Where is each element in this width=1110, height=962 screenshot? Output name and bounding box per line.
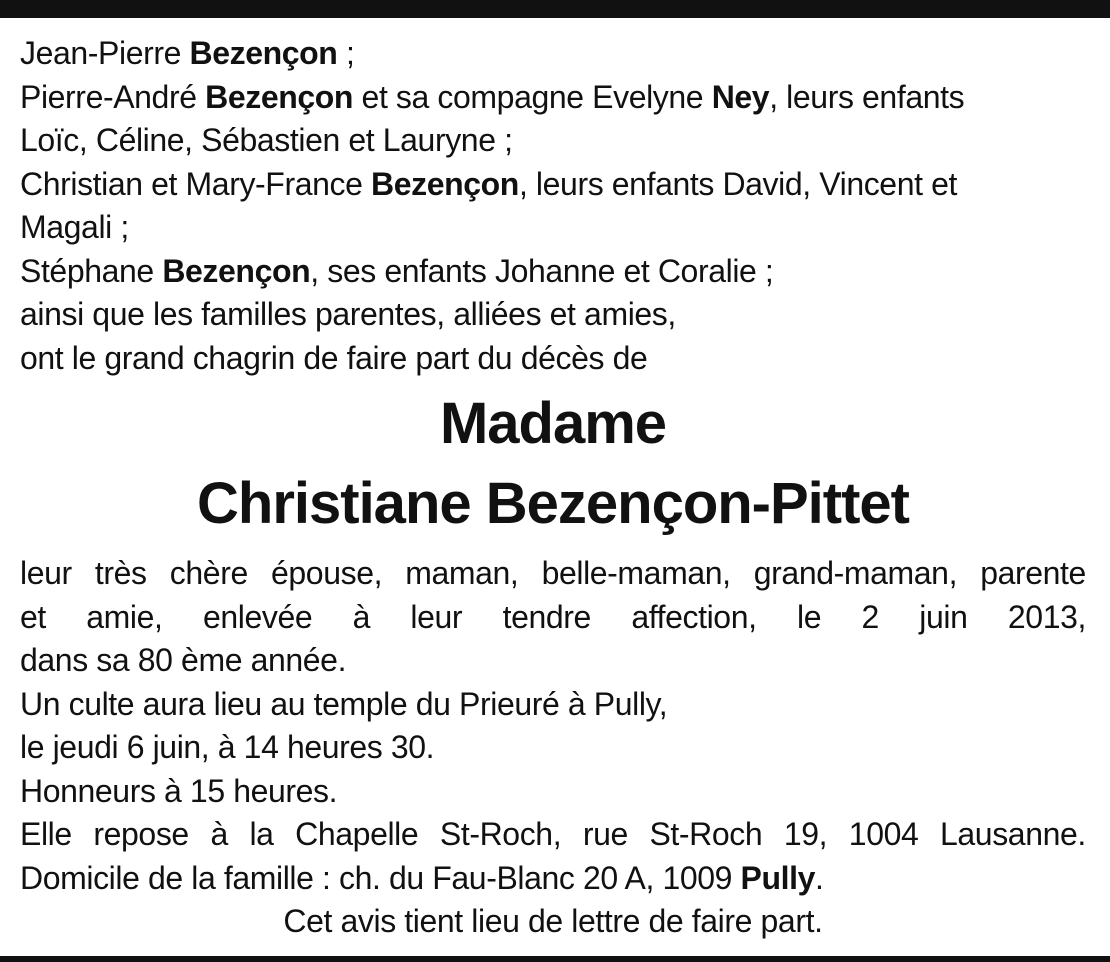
word: affection, xyxy=(631,598,757,635)
word: leur xyxy=(410,598,463,635)
obituary-notice xyxy=(20,32,1086,944)
family-surname: Bezençon xyxy=(205,78,354,115)
family-text: ; xyxy=(337,35,355,71)
deceased-name: Christiane Bezençon-Pittet xyxy=(197,471,909,536)
family-text: et sa compagne Evelyne xyxy=(353,78,712,115)
family-surname: Bezençon xyxy=(371,165,519,202)
family-line xyxy=(20,163,1086,207)
word: Elle xyxy=(20,816,72,852)
footer-note: Cet avis tient lieu de lettre de faire part. xyxy=(283,903,823,939)
word: maman, xyxy=(405,555,519,591)
service-location: Un culte aura lieu au temple du Prieuré à Pully, xyxy=(20,685,668,722)
family-line xyxy=(20,206,1086,250)
word: tendre xyxy=(502,598,591,635)
family-text: Pierre-André xyxy=(20,78,206,115)
family-surname: Bezençon xyxy=(162,252,311,289)
family-text: Jean-Pierre xyxy=(20,35,190,71)
family-surname: Ney xyxy=(711,78,770,115)
word: enlevée xyxy=(202,598,313,635)
word: 2013, xyxy=(1007,598,1086,635)
family-text: Stéphane xyxy=(20,252,163,289)
word: juin xyxy=(919,598,968,635)
family-text: ont le grand chagrin de faire part du décès de xyxy=(20,339,648,376)
word: grand-maman, xyxy=(753,555,958,591)
word: chère xyxy=(169,555,248,591)
detail-line-justified xyxy=(20,596,1086,640)
word: 19, xyxy=(783,816,828,852)
family-text: Christian et Mary-France xyxy=(20,165,371,202)
family-text: ainsi que les familles parentes, alliées et amies, xyxy=(20,296,676,332)
word: St-Roch, xyxy=(439,816,562,852)
deceased-block xyxy=(20,384,1086,544)
word: parente xyxy=(980,555,1086,591)
word: rue xyxy=(582,816,628,852)
word: repose xyxy=(93,816,189,852)
word: amie, xyxy=(86,598,163,635)
family-address xyxy=(20,857,1086,901)
family-surname: Bezençon xyxy=(189,35,338,71)
family-line xyxy=(20,76,1086,120)
word: et xyxy=(20,598,46,635)
rest-location xyxy=(20,813,1086,857)
family-list xyxy=(20,32,1086,380)
bottom-rule xyxy=(0,956,1110,962)
word: belle-maman, xyxy=(541,555,731,591)
family-line xyxy=(20,32,1086,76)
detail-line: dans sa 80 ème année. xyxy=(20,642,347,678)
family-text: Loïc, Céline, Sébastien et Lauryne ; xyxy=(20,122,513,158)
family-line xyxy=(20,250,1086,294)
word: épouse, xyxy=(271,555,383,591)
family-address-text: Domicile de la famille : ch. du Fau-Blanc 20 A, 1009 xyxy=(20,859,741,896)
family-line xyxy=(20,337,1086,381)
family-text: , leurs enfants xyxy=(769,78,965,115)
word: leur xyxy=(20,555,72,591)
family-address-town: Pully xyxy=(740,859,816,896)
word: très xyxy=(94,555,147,591)
family-text: , leurs enfants David, Vincent et xyxy=(518,165,957,202)
word: à xyxy=(210,816,228,852)
word: Lausanne. xyxy=(940,816,1086,852)
honours-time: Honneurs à 15 heures. xyxy=(20,772,338,809)
top-rule xyxy=(0,0,1110,18)
family-text: Magali ; xyxy=(20,209,129,245)
word: 1004 xyxy=(848,816,919,852)
deceased-honorific: Madame xyxy=(439,391,667,456)
word: Chapelle xyxy=(295,816,419,852)
family-text: , ses enfants Johanne et Coralie ; xyxy=(310,252,774,289)
word: 2 xyxy=(861,598,879,635)
word: St-Roch xyxy=(649,816,763,852)
detail-line-justified xyxy=(20,552,1086,596)
word: la xyxy=(249,816,274,852)
service-time: le jeudi 6 juin, à 14 heures 30. xyxy=(20,729,435,765)
word: le xyxy=(797,598,822,635)
family-line xyxy=(20,293,1086,337)
family-address-end: . xyxy=(815,859,824,896)
family-line xyxy=(20,119,1086,163)
word: à xyxy=(352,598,371,635)
